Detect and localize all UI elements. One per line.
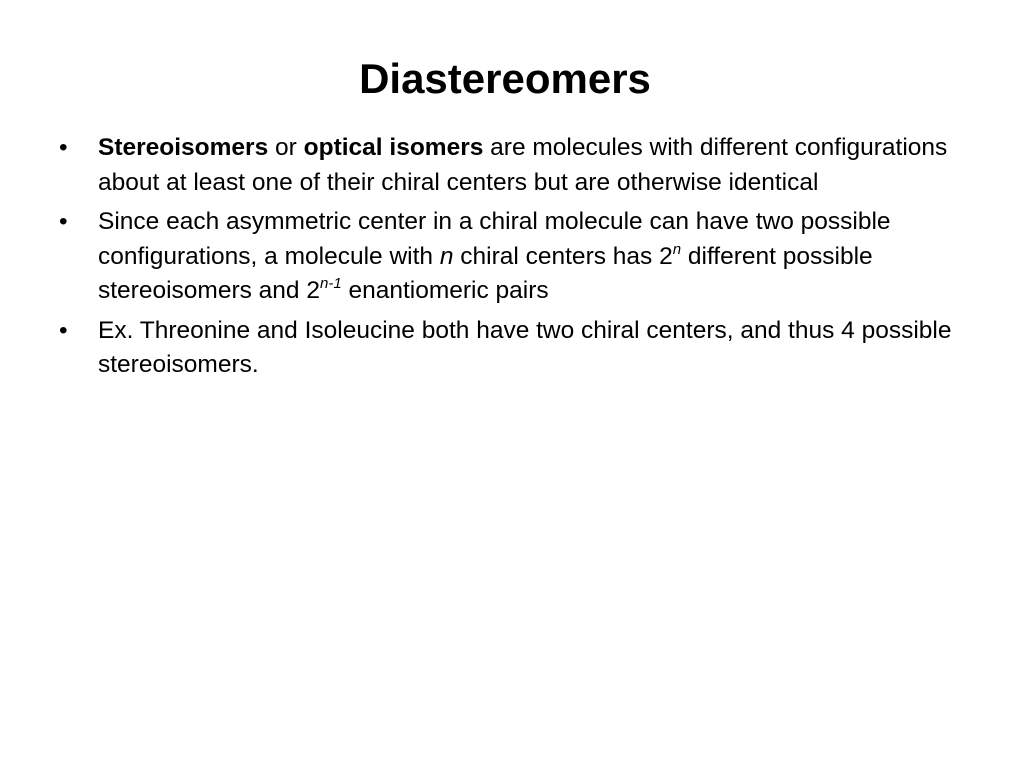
bullet-item-configurations <box>56 205 961 309</box>
definition-text: are molecules with different configurations about at least one of their chiral centers but are otherwise identical <box>98 134 948 196</box>
bullet-text-part: enantiomeric pairs <box>341 277 549 304</box>
bullet-text-part: different possible stereoisomers and 2 <box>98 242 873 304</box>
bullet-marker: • <box>59 134 68 161</box>
bullet-item-example <box>56 314 961 383</box>
exponent-n-minus-1: n-1 <box>319 275 342 292</box>
slide-title: Diastereomers <box>359 55 651 102</box>
variable-n: n <box>439 242 454 270</box>
term-optical-isomers: optical isomers <box>303 134 484 161</box>
bullet-marker: • <box>59 316 68 344</box>
bullet-marker: • <box>59 208 68 235</box>
example-text: Ex. Threonine and Isoleucine both have two chiral centers, and thus 4 possible stereoisomers. <box>98 316 952 378</box>
exponent-n: n <box>672 240 682 258</box>
connector-text: or <box>268 134 304 161</box>
bullet-list <box>56 131 961 388</box>
term-stereoisomers: Stereoisomers <box>98 134 269 161</box>
bullet-item-stereoisomers <box>56 131 961 200</box>
bullet-text-part: Since each asymmetric center in a chiral molecule can have two possible configurations, a molecule with <box>98 208 891 270</box>
bullet-text-part: chiral centers has 2 <box>453 242 673 270</box>
